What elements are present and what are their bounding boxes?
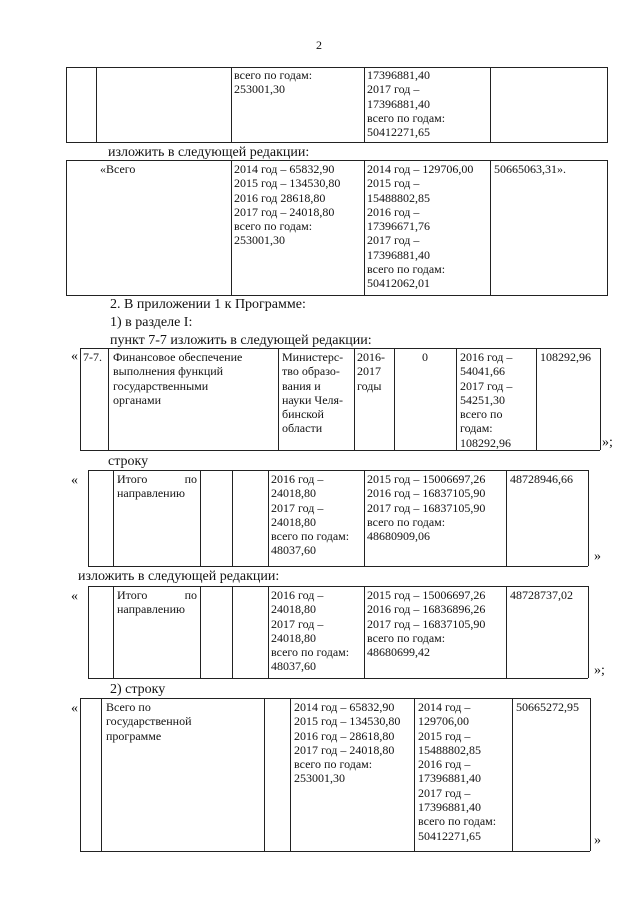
subsection-heading: 1) в разделе I: — [110, 315, 193, 330]
t6-total: 50665272,95 — [516, 700, 579, 714]
open-quote: « — [71, 701, 78, 716]
t4-label: Итого по направлению — [117, 472, 197, 501]
t3-period: 2016- 2017 годы — [357, 350, 385, 393]
t3-value-zero: 0 — [422, 350, 428, 364]
t4-years: 2016 год – 24018,80 2017 год – 24018,80 всего по годам: 48037,60 — [271, 472, 350, 558]
t3-item-number: 7-7. — [83, 350, 102, 364]
instruction-text: изложить в следующей редакции: — [78, 569, 280, 584]
instruction-text: строку — [108, 454, 149, 469]
t6-years: 2014 год – 65832,90 2015 год – 134530,80 2016 год – 28618,80 2017 год – 24018,80 всего по годам: 253001,30 — [294, 700, 401, 786]
t2-label: «Всего — [100, 162, 136, 176]
close-quote: » — [594, 833, 601, 848]
page-number: 2 — [316, 38, 322, 52]
t5-years: 2016 год – 24018,80 2017 год – 24018,80 всего по годам: 48037,60 — [271, 588, 350, 674]
section-heading: 2. В приложении 1 к Программе: — [110, 297, 306, 312]
close-quote: »; — [594, 663, 605, 678]
instruction-text: изложить в следующей редакции: — [108, 145, 310, 160]
open-quote: « — [71, 473, 78, 488]
t5-annual: 2015 год – 15006697,26 2016 год – 16836896,26 2017 год – 16837105,90 всего по годам: 48680699,42 — [367, 588, 486, 660]
instruction-text: пункт 7-7 изложить в следующей редакции: — [110, 333, 372, 348]
subsection-heading: 2) строку — [110, 682, 166, 697]
t4-annual: 2015 год – 15006697,26 2016 год – 16837105,90 2017 год – 16837105,90 всего по годам: 48680909,06 — [367, 472, 486, 544]
t6-annual: 2014 год – 129706,00 2015 год – 15488802,85 2016 год – 17396881,40 2017 год – 17396881,40 всего по годам: 50412271,65 — [418, 700, 497, 843]
t3-responsible: Министерс- тво образо- вания и науки Челя- бинской области — [282, 350, 344, 436]
t2-annual: 2014 год – 129706,00 2015 год – 15488802,85 2016 год – 17396671,76 2017 год – 17396881,40 всего по годам: 50412062,01 — [367, 162, 474, 291]
t4-total: 48728946,66 — [510, 472, 573, 486]
t5-total: 48728737,02 — [510, 588, 573, 602]
t5-label: Итого по направлению — [117, 588, 197, 617]
t1-annual-breakdown: 17396881,40 2017 год – 17396881,40 всего по годам: 50412271,65 — [367, 68, 446, 140]
close-quote: »; — [602, 435, 613, 450]
open-quote: « — [71, 589, 78, 604]
t1-years-total: всего по годам: 253001,30 — [234, 68, 313, 97]
t2-total: 50665063,31». — [494, 162, 566, 176]
t3-total: 108292,96 — [540, 350, 591, 364]
t3-annual: 2016 год – 54041,66 2017 год – 54251,30 всего по годам: 108292,96 — [460, 350, 513, 450]
t6-label: Всего по государственной программе — [106, 700, 192, 743]
t3-description: Финансовое обеспечение выполнения функций государственными органами — [113, 350, 243, 407]
open-quote: « — [71, 349, 78, 364]
t2-years: 2014 год – 65832,90 2015 год – 134530,80 2016 год 28618,80 2017 год – 24018,80 всего по годам: 253001,30 — [234, 162, 341, 248]
close-quote: » — [594, 549, 601, 564]
